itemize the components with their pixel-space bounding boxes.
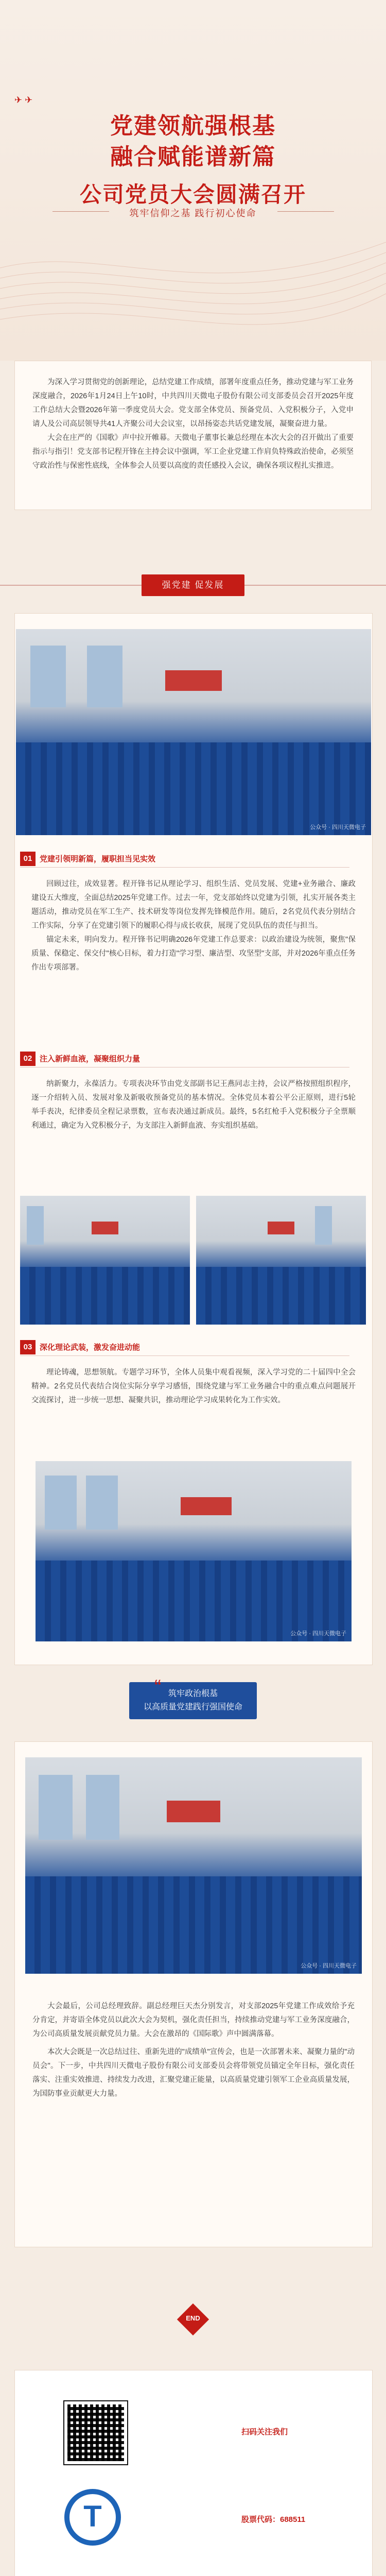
page-title-line1: 党建领航强根基 <box>110 113 276 139</box>
end-label: END <box>186 2314 200 2322</box>
intro-paragraph-2: 大会在庄严的《国歌》声中拉开帷幕。天微电子董事长兼总经理在本次大会的召开做出了重要指示与指引！党支部书记程开锋在主持会议中强调，军工企业党建工作肩负特殊政治使命，必须坚守政治性与保密性底线，全体参会人员要以高度的责任感投入会议，确保各项议程扎实推进。 <box>32 434 354 470</box>
qr-code-icon[interactable] <box>64 2401 127 2464</box>
photo-watermark: 公众号 · 四川天微电子 <box>301 1963 357 1969</box>
attendees <box>16 742 371 835</box>
section-3-text <box>31 1366 356 1408</box>
window <box>86 1775 119 1840</box>
closing-paragraph-2: 本次大会既是一次总结过往、重新先进的"成绩单"宣传会，也是一次部署未来、凝聚力量的"动员会"。下一步，中共四川天微电子股份有限公司支部委员会将带领党员锚定全年目标，强化责任落实、注重实效推进、持续发力改进，汇聚党建正能量，以高质量党建引领军工企业高质量发展，为国防事业贡献更大力量。 <box>32 2048 355 2098</box>
main-card <box>14 613 373 1665</box>
section-title: 注入新鲜血液，凝聚组织力量 <box>40 1055 141 1063</box>
screen-banner <box>268 1222 295 1234</box>
screen-banner <box>167 1801 221 1822</box>
intro-paragraph-1: 为深入学习贯彻党的创新理论，总结党建工作成绩，部署年度重点任务，推动党建与军工业务深度融合，2026年1月24日上午10时，中共四川天微电子股份有限公司支部委员会召开2025年度工作总结大会暨2026年第一季度党员大会。党支部全体党员、预备党员、入党积极分子，入党申请人及公司高层领导共41人齐聚公司大会议室，以昂扬姿态共话党建发展，凝聚奋进力量。 <box>32 378 354 428</box>
slogan-text: 筑牢信仰之基 践行初心使命 <box>109 206 277 219</box>
meeting-photo-1 <box>16 629 371 835</box>
page-subtitle: 公司党员大会圆满召开 <box>79 183 306 207</box>
meeting-photo-4 <box>36 1461 352 1641</box>
closing-text <box>32 1999 355 2101</box>
section-title: 党建引领明新篇，履职担当见实效 <box>40 855 156 863</box>
window <box>39 1775 72 1840</box>
section-2-paragraph-1: 纳新聚力，永葆活力。专项表决环节由党支部副书记王燕同志主持，会议严格按照组织程序，逐一介绍转入员、发展对象及新吸收预备党员的基本情况。全体党员本着公平公正原则，进行5轮举手表决，纪律委员全程记录票数，宣布表决通过新成员。最终，5名红枪手入党积极分子全票顺利通过，确定为入党积极分子，为支部注入新鲜血液、夯实组织基础。 <box>31 1080 356 1130</box>
section-1-paragraph-2: 锚定未来，明向发力。程开锋书记明确2026年党建工作总要求：以政治建设为统领，聚焦"保质量、保稳定、保交付"核心目标，着力打造"学习型、廉洁型、攻坚型"支部，并对2026年重点任务作出专项部署。 <box>31 936 356 972</box>
birds-icon: ✈ ✈ <box>14 95 33 105</box>
title-block <box>0 111 386 209</box>
meeting-photo-3 <box>196 1196 366 1325</box>
window <box>45 1476 76 1530</box>
intro-card <box>14 361 372 510</box>
photo-watermark: 公众号 · 四川天微电子 <box>310 824 366 831</box>
follow-label: 扫码关注我们 <box>241 2428 288 2436</box>
section-3-paragraph-1: 理论铸魂，思想领航。专题学习环节，全体人员集中观看视频，深入学习党的二十届四中全会精神。2名党员代表结合岗位实际分享学习感悟，围绕党建与军工业务融合中的重点难点问题展开交流探讨，进一步统一思想、凝聚共识，推动理论学习成果转化为工作实效。 <box>31 1368 356 1404</box>
window <box>30 646 66 707</box>
section-number: 01 <box>20 852 36 866</box>
window <box>87 646 122 707</box>
screen-banner <box>165 670 222 691</box>
quote-line-2: 以高质量党建践行强国使命 <box>143 1703 242 1711</box>
quote-badge <box>129 1682 257 1719</box>
footer-card <box>14 2370 373 2576</box>
section-number: 02 <box>20 1052 36 1066</box>
quote-line-1: 筑牢政治根基 <box>168 1689 218 1698</box>
quote-block <box>0 1672 386 1728</box>
screen-banner <box>92 1222 119 1234</box>
fanhao-label: 股票代码：688511 <box>241 2515 306 2524</box>
section-1-paragraph-1: 回顾过往，成效显著。程开锋书记从理论学习、组织生活、党员发展、党建+业务融合、廉政建设五大维度，全面总结2025年党建工作。过去一年，党支部始终以党建为引领，扎实开展各类主题活动，推动党员在军工生产、技术研发等岗位发挥先锋模范作用。随后，2名党员代表分别结合工作实际，分享了在党建引领下的履职心得与成长收获，展现了党员队伍的责任与担当。 <box>31 880 356 930</box>
section-title: 深化理论武装，激发奋进动能 <box>40 1343 141 1352</box>
window <box>86 1476 117 1530</box>
photo-watermark: 公众号 · 四川天微电子 <box>290 1631 346 1637</box>
attendees <box>20 1267 190 1325</box>
company-logo <box>64 2489 121 2546</box>
section-rule <box>20 867 349 868</box>
slogan-wrap <box>0 206 386 219</box>
closing-card <box>14 1741 373 2247</box>
screen-banner <box>181 1497 231 1515</box>
section-rule <box>20 1355 349 1356</box>
attendees <box>196 1267 366 1325</box>
window <box>27 1206 44 1245</box>
section-2-text <box>31 1077 356 1133</box>
quote-open-icon: “ <box>154 1676 162 1699</box>
meeting-photo-2 <box>20 1196 190 1325</box>
ribbon-label: 强党建 促发展 <box>142 574 244 596</box>
window <box>315 1206 332 1245</box>
header-banner <box>0 0 386 361</box>
meeting-photo-5 <box>25 1757 362 1974</box>
end-block <box>0 2303 386 2339</box>
page-title-line2: 融合赋能谱新篇 <box>110 144 276 170</box>
section-1-text <box>31 877 356 975</box>
closing-paragraph-1: 大会最后，公司总经理致辞。副总经理巨天杰分别发言，对支部2025年党建工作成效给予充分肯定，并寄语全体党员以此次大会为契机，强化责任担当，持续推动党建与军工业务深度融合，为公司高质量发展贡献党员力量。大会在激昂的《国际歌》声中圆满落幕。 <box>32 2002 355 2038</box>
section-number: 03 <box>20 1340 36 1354</box>
attendees <box>25 1876 362 1974</box>
section-ribbon <box>0 574 386 597</box>
